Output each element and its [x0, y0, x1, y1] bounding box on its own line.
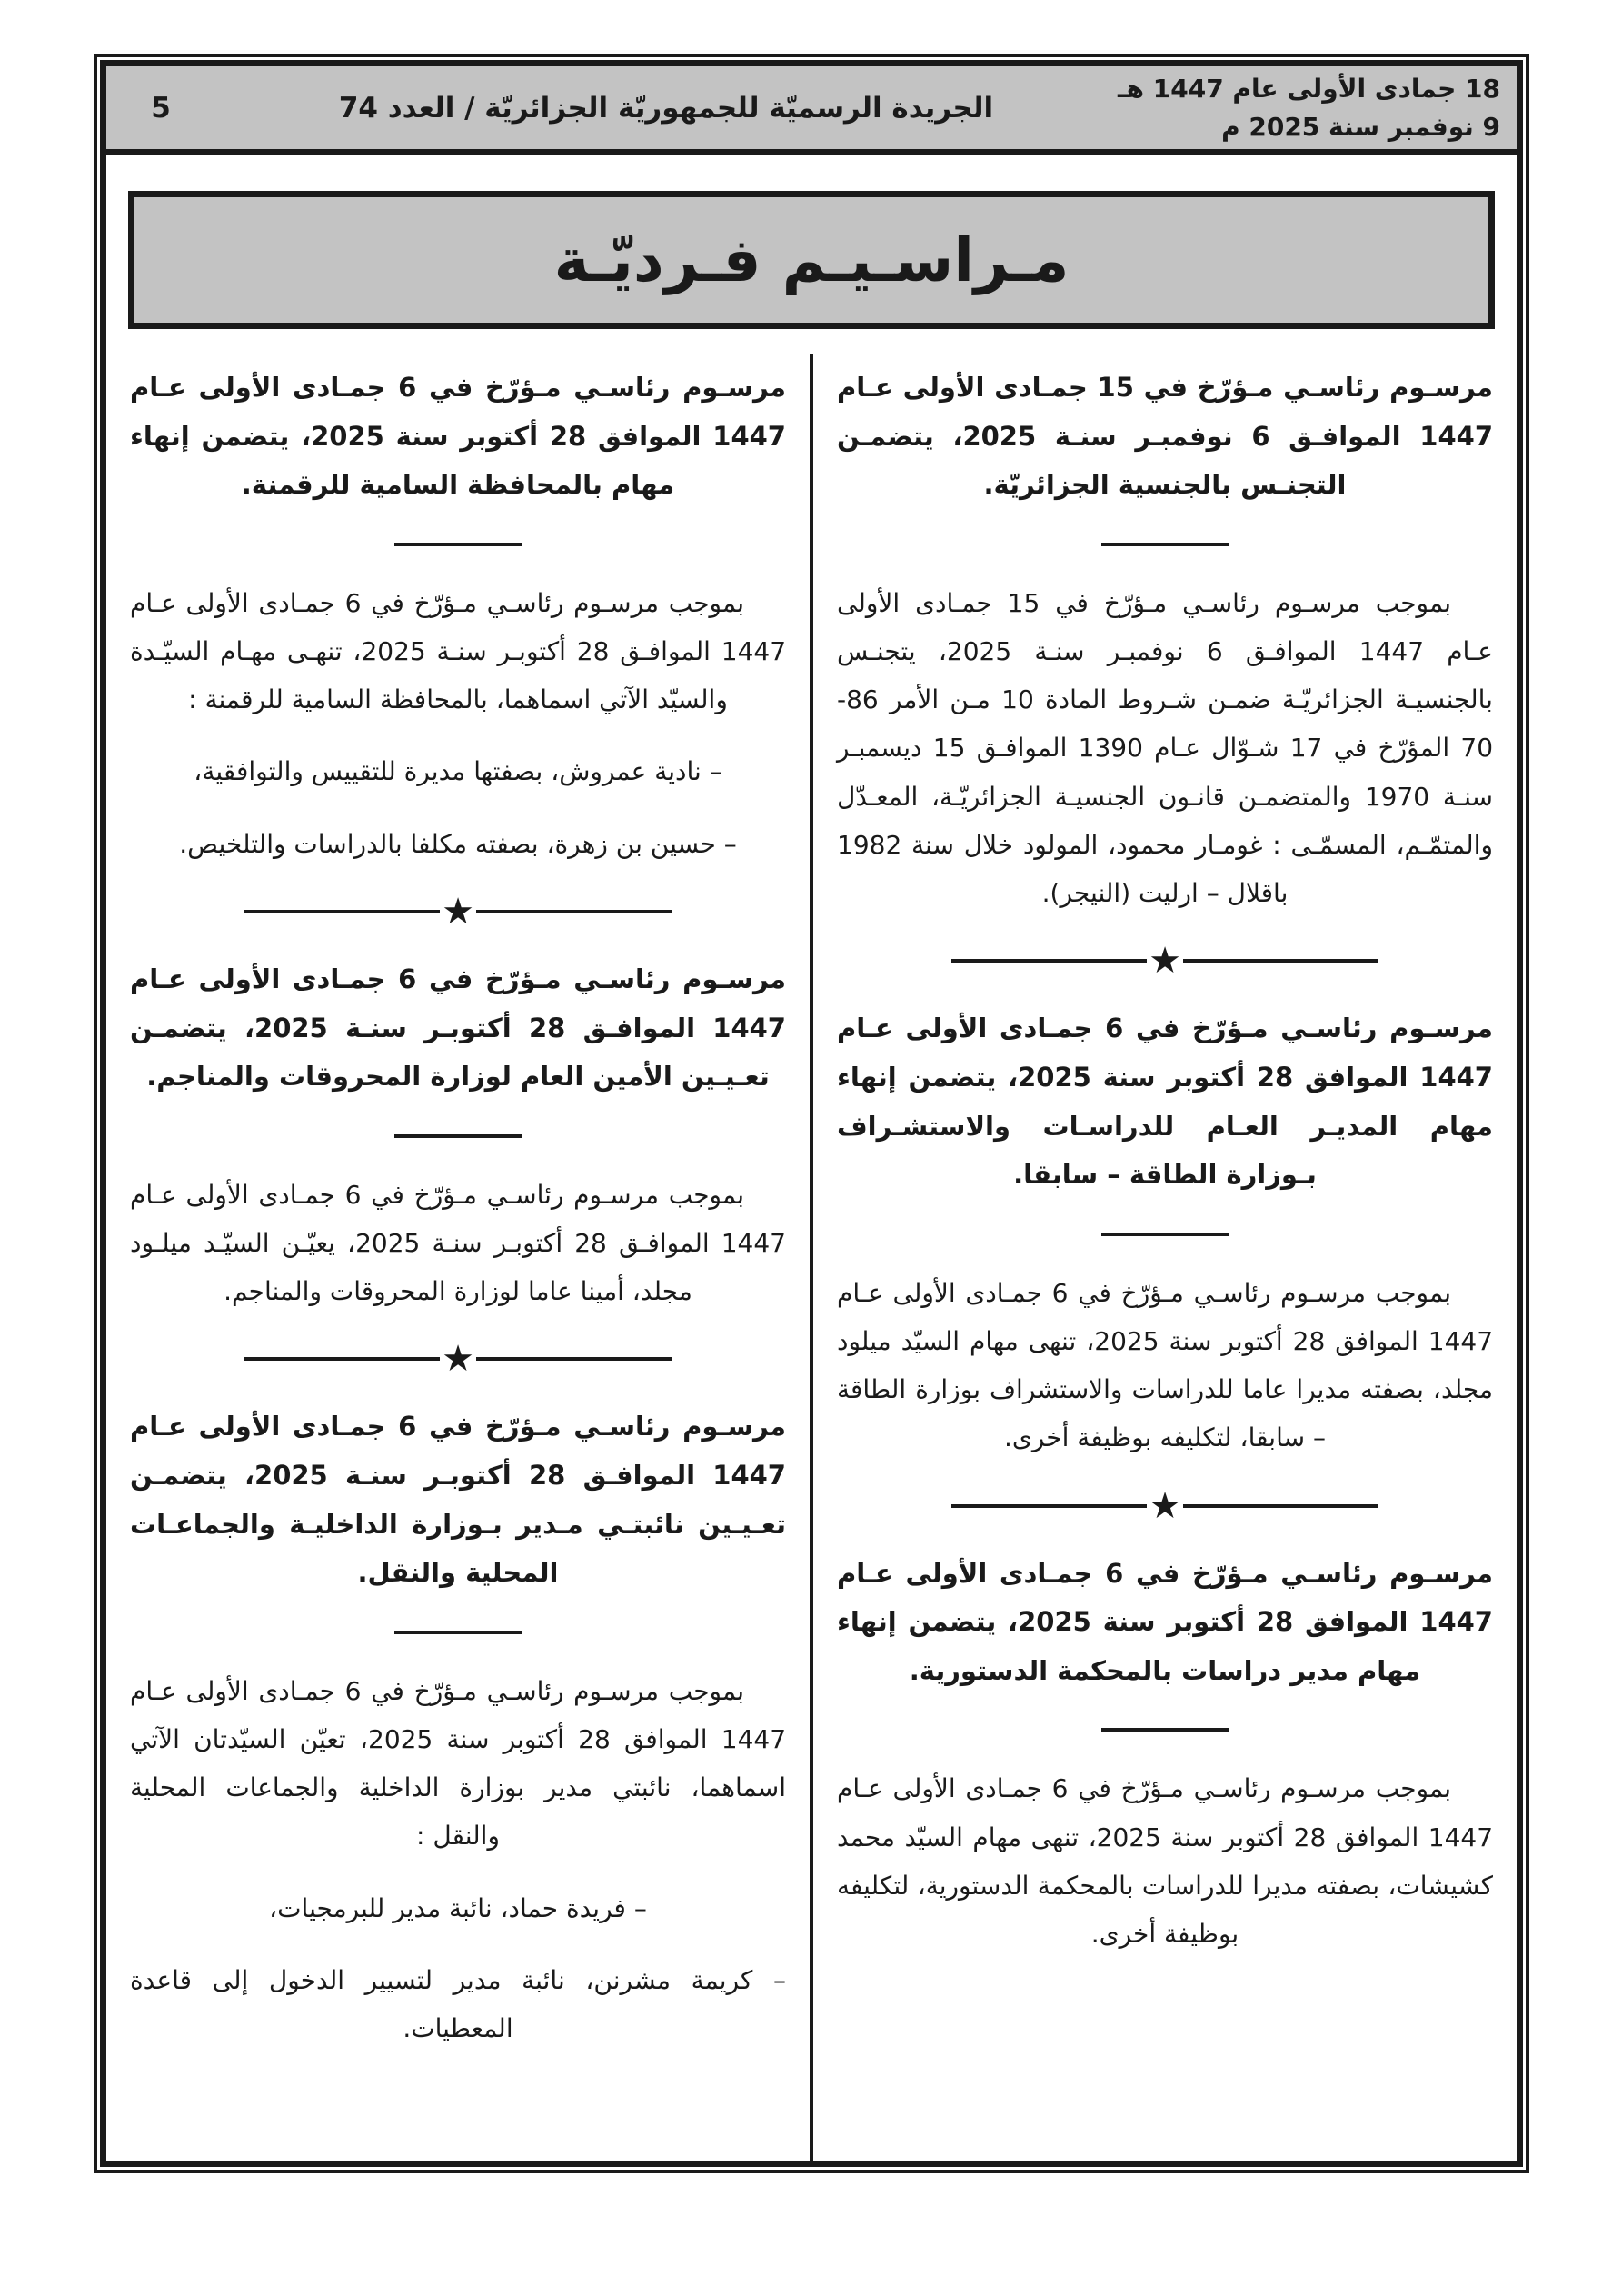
header-dates	[1117, 70, 1517, 146]
page-outer-border	[94, 54, 1529, 2173]
decree-paragraph: بموجب مرسـوم رئاسـي مـؤرّخ في 6 جمـادى الأولى عـام 1447 الموافـق 28 أكتوبـر سنـة 2025، يعيّـن السيّـد ميلـود مجلد، أمينا عاما لوزارة المحروقات والمناجم.	[130, 1179, 786, 1307]
decree-paragraph: بموجب مرسـوم رئاسـي مـؤرّخ في 6 جمـادى الأولى عـام 1447 الموافق 28 أكتوبر سنة 2025، تعيّن السيّدتان الآتي اسماهما، نائبتي مدير بوزارة الداخلية والجماعات المحلية والنقل :	[130, 1675, 787, 1852]
decree-heading: مرسـوم رئاسـي مـؤرّخ في 6 جمـادى الأولى عـام 1447 الموافـق 28 أكتوبـر سنـة 2025، يتضمـن تعـيـين نائبتـي مـدير بـوزارة الداخليـة والجماعـات المحلية والنقل.	[130, 1411, 786, 1589]
section-divider-line	[1101, 543, 1229, 546]
page-number: 5	[151, 91, 171, 125]
decree-heading: مرسـوم رئاسـي مـؤرّخ في 6 جمـادى الأولى عـام 1447 الموافق 28 أكتوبر سنة 2025، يتضمن إنهاء مهام المديـر العـام للدراسـات والاستشـراف بـوزارة الطاقة – سابقا.	[837, 1013, 1493, 1191]
divider-line	[951, 959, 1147, 963]
section-divider-star	[951, 1484, 1378, 1527]
journal-title: الجريدة الرسميّة للجمهوريّة الجزائريّة / العدد 74	[338, 91, 994, 125]
star-icon: ★	[442, 890, 474, 933]
section-divider-line	[394, 1134, 522, 1138]
decree-heading: مرسـوم رئاسـي مـؤرّخ في 6 جمـادى الأولى عـام 1447 الموافق 28 أكتوبر سنة 2025، يتضمن إنهاء مهام مدير دراسات بالمحكمة الدستورية.	[837, 1557, 1493, 1686]
section-divider-star	[244, 890, 672, 933]
star-icon: ★	[1149, 940, 1181, 983]
decree-heading: مرسـوم رئاسـي مـؤرّخ في 15 جمـادى الأولى عـام 1447 الموافـق 6 نوفمبـر سنـة 2025، يتضمـن التجنـس بالجنسية الجزائريّة.	[837, 372, 1493, 501]
date-gregorian: 9 نوفمبر سنة 2025 م	[1221, 111, 1500, 142]
content-columns	[106, 354, 1517, 2161]
decree-heading: مرسـوم رئاسـي مـؤرّخ في 6 جمـادى الأولى عـام 1447 الموافق 28 أكتوبر سنة 2025، يتضمن إنهاء مهام بالمحافظة السامية للرقمنة.	[130, 372, 786, 501]
page-header	[106, 66, 1517, 155]
column-left	[106, 354, 810, 2161]
decree-heading: مرسـوم رئاسـي مـؤرّخ في 6 جمـادى الأولى عـام 1447 الموافـق 28 أكتوبـر سنـة 2025، يتضمـن تعـيـين الأمين العام لوزارة المحروقات والمناجم.	[130, 963, 786, 1093]
section-title: مـراسـيـم فـرديّـة	[553, 225, 1070, 295]
decree-paragraph: بموجب مرسـوم رئاسـي مـؤرّخ في 6 جمـادى الأولى عـام 1447 الموافـق 28 أكتوبـر سنـة 2025، تنهـى مهـام السيّـدة والسيّد الآتي اسماهما، بالمحافظة السامية للرقمنة :	[130, 587, 787, 715]
section-divider-line	[1101, 1233, 1229, 1236]
page-inner-border	[100, 60, 1523, 2167]
list-item: – نادية عمروش، بصفتها مديرة للتقييس والتوافقية،	[194, 756, 722, 787]
star-icon: ★	[442, 1338, 474, 1381]
decree-paragraph: بموجب مرسـوم رئاسـي مـؤرّخ في 6 جمـادى الأولى عـام 1447 الموافق 28 أكتوبر سنة 2025، تنهى مهام السيّد ميلود مجلد، بصفته مديرا عاما للدراسات والاستشراف بوزارة الطاقة – سابقا، لتكليفه بوظيفة أخرى.	[837, 1277, 1494, 1453]
section-divider-line	[394, 1631, 522, 1634]
divider-line	[1183, 1504, 1378, 1508]
list-item: – كريمة مشرنن، نائبة مدير لتسيير الدخول إلى قاعدة المعطيات.	[130, 1964, 786, 2044]
divider-line	[244, 910, 440, 913]
section-divider-star	[951, 940, 1378, 983]
list-item: – فريدة حماد، نائبة مدير للبرمجيات،	[269, 1892, 647, 1923]
divider-line	[476, 910, 672, 913]
star-icon: ★	[1149, 1484, 1181, 1527]
column-right	[813, 354, 1517, 2161]
section-divider-line	[394, 543, 522, 546]
section-banner	[128, 191, 1495, 329]
section-divider-line	[1101, 1728, 1229, 1732]
date-hijri: 18 جمادى الأولى عام 1447 هـ	[1118, 73, 1500, 104]
divider-line	[951, 1504, 1147, 1508]
decree-paragraph: بموجب مرسـوم رئاسـي مـؤرّخ في 6 جمـادى الأولى عـام 1447 الموافق 28 أكتوبر سنة 2025، تنهى مهام السيّد محمد كشيشات، بصفته مديرا للدراسات بالمحكمة الدستورية، لتكليفه بوظيفة أخرى.	[837, 1773, 1494, 1950]
list-item: – حسين بن زهرة، بصفته مكلفا بالدراسات والتلخيص.	[179, 828, 737, 859]
column-divider	[810, 354, 813, 2161]
divider-line	[244, 1357, 440, 1361]
section-divider-star	[244, 1338, 672, 1381]
divider-line	[1183, 959, 1378, 963]
decree-paragraph: بموجب مرسـوم رئاسـي مـؤرّخ في 15 جمـادى الأولى عـام 1447 الموافـق 6 نوفمبـر سنـة 2025، يتجنـس بالجنسيـة الجزائريّـة ضمـن شـروط المادة 10 مـن الأمر 86-70 المؤرّخ في 17 شـوّال عـام 1390 الموافـق 15 ديسمبـر سنـة 1970 والمتضمـن قانـون الجنسيـة الجزائريّـة، المعـدّل والمتمّـم، المسمّـى : غومـار محمود، المولود خلال سنة 1982 باقلال – ارليت (النيجر).	[837, 587, 1494, 909]
divider-line	[476, 1357, 672, 1361]
